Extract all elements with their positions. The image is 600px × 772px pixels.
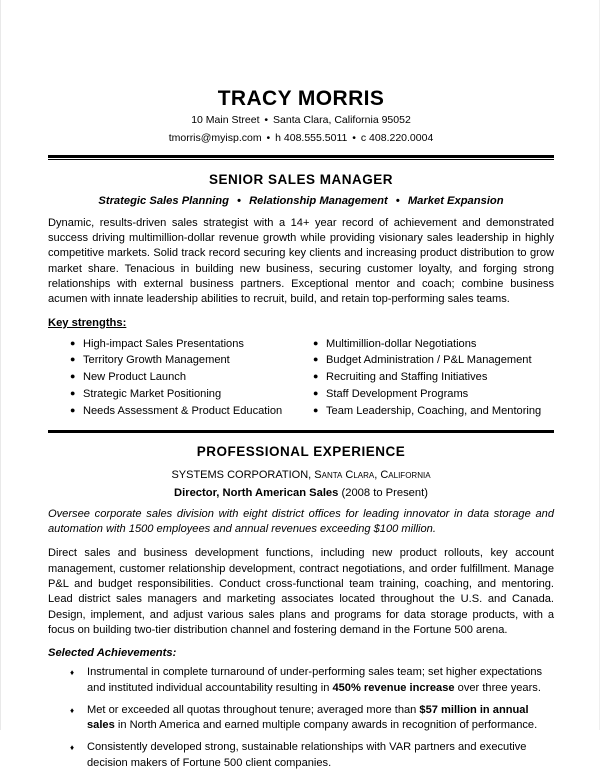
divider-thick-bar xyxy=(48,155,554,158)
home-phone: h 408.555.5011 xyxy=(275,131,348,144)
job-overview: Oversee corporate sales division with eight district offices for leading innovator in data storage and automation with 1500 employees and annual revenues exceeding $100 million. xyxy=(48,507,554,536)
resume-content xyxy=(48,0,554,772)
key-strengths-right-column xyxy=(301,336,554,420)
list-item xyxy=(70,403,301,420)
bullet-icon: ● xyxy=(70,354,76,365)
list-item xyxy=(313,369,554,386)
key-strengths-left-column xyxy=(48,336,301,420)
list-item xyxy=(70,369,301,386)
list-item xyxy=(70,386,301,403)
achievement-text-before: Consistently developed strong, sustainable relationships with VAR partners and executive decision makers of Fortune 500 client companies. xyxy=(87,741,527,769)
achievement-item xyxy=(48,703,554,735)
list-item-label: High-impact Sales Presentations xyxy=(83,337,244,350)
achievement-item xyxy=(48,740,554,772)
list-item xyxy=(313,386,554,403)
list-item-label: Territory Growth Management xyxy=(83,354,230,367)
key-strengths-label: Key strengths: xyxy=(48,316,127,329)
achievement-text-after: over three years. xyxy=(454,681,541,694)
cell-phone: c 408.220.0004 xyxy=(360,131,434,144)
list-item-label: Multimillion-dollar Negotiations xyxy=(326,337,477,350)
experience-section-title: PROFESSIONAL EXPERIENCE xyxy=(196,443,406,459)
objective-title: SENIOR SALES MANAGER xyxy=(208,171,394,187)
separator-dot: • xyxy=(237,194,241,207)
separator-dot: • xyxy=(352,131,356,144)
bullet-icon: ● xyxy=(70,388,76,399)
job-title: Director, North American Sales xyxy=(174,486,339,499)
bullet-icon: ● xyxy=(313,337,319,348)
key-strengths-columns xyxy=(48,336,554,420)
address: 10 Main Street xyxy=(191,114,260,127)
bullet-icon: ● xyxy=(313,404,319,415)
header-divider xyxy=(48,155,554,161)
achievement-text xyxy=(87,703,554,735)
objective-tagline xyxy=(48,195,554,207)
achievement-highlight: $57 million in annual sales xyxy=(87,703,529,732)
list-item xyxy=(313,352,554,369)
list-item-label: New Product Launch xyxy=(83,371,186,384)
experience-divider xyxy=(48,430,554,433)
list-item xyxy=(313,336,554,353)
bullet-icon: ● xyxy=(313,354,319,365)
contact-address-line xyxy=(48,114,554,128)
achievement-item xyxy=(48,665,554,697)
company-name: SYSTEMS CORPORATION, Santa Clara, California xyxy=(171,468,431,481)
bullet-icon: ● xyxy=(70,337,76,348)
tagline-item-1: Strategic Sales Planning xyxy=(98,194,229,207)
list-item xyxy=(313,403,554,420)
job-title-line xyxy=(48,487,554,499)
achievements-label: Selected Achievements: xyxy=(48,647,177,660)
separator-dot: • xyxy=(266,131,271,144)
diamond-bullet-icon: ♦ xyxy=(70,743,75,753)
tagline-item-3: Market Expansion xyxy=(407,194,504,207)
achievement-text-after: in North America and earned multiple company awards in recognition of performance. xyxy=(114,719,538,732)
achievement-highlight: 450% revenue increase xyxy=(332,681,455,694)
achievement-text xyxy=(87,665,554,697)
list-item-label: Needs Assessment & Product Education xyxy=(83,404,283,417)
tagline-item-2: Relationship Management xyxy=(249,194,388,207)
divider-thin-bar xyxy=(48,159,554,160)
contact-phone-line xyxy=(48,132,554,146)
achievement-text-before: Instrumental in complete turnaround of under-performing sales team; set higher expectations and instituted individual accountability resulting in xyxy=(87,666,543,694)
page-title: TRACY MORRIS xyxy=(217,87,385,110)
job-dates: (2008 to Present) xyxy=(341,486,428,499)
diamond-bullet-icon: ♦ xyxy=(70,705,75,715)
achievement-text-before: Met or exceeded all quotas throughout tenure; averaged more than xyxy=(87,703,420,716)
summary-paragraph: Dynamic, results-driven sales strategist with a 14+ year record of achievement and demonstrated success driving multimillion-dollar revenue growth while providing visionary sales leadership in highly competitive markets. Solid track record securing key clients and increasing product distribution to grow market share. Tenacious in building new business, securing customer loyalty, and forging strong relationships with external business partners. Exceptional mentor and coach; combine business acumen with innate leadership abilities to recruit, build, and retain top-performing sales teams. xyxy=(48,216,554,306)
separator-dot: • xyxy=(395,194,400,207)
list-item-label: Budget Administration / P&L Management xyxy=(326,354,532,367)
diamond-bullet-icon: ♦ xyxy=(70,668,75,678)
bullet-icon: ● xyxy=(70,371,76,382)
achievement-text xyxy=(87,740,554,772)
achievements-list xyxy=(48,665,554,772)
list-item xyxy=(70,352,301,369)
list-item-label: Strategic Market Positioning xyxy=(83,388,222,401)
bullet-icon: ● xyxy=(313,371,319,382)
list-item-label: Staff Development Programs xyxy=(326,388,469,401)
job-description: Direct sales and business development functions, including new product rollouts, key account management, customer relationship development, contract negotiations, and order fulfillment. Manage P&L and budget responsibilities. Conduct cross-functional team training, coaching, and mentoring. Lead district sales managers and marketing associates located throughout the U.S. and Canada. Design, implement, and adjust various sales plans and programs for data storage products, with a focus on building two-tier distribution channel and fostering demand in the Fortune 500 arena. xyxy=(48,547,554,636)
list-item xyxy=(70,336,301,353)
list-item-label: Team Leadership, Coaching, and Mentoring xyxy=(326,404,542,417)
list-item-label: Recruiting and Staffing Initiatives xyxy=(326,371,488,384)
email-address: tmorris@myisp.com xyxy=(168,131,262,144)
city-state-zip: Santa Clara, California 95052 xyxy=(273,114,411,127)
separator-dot: • xyxy=(264,114,269,127)
bullet-icon: ● xyxy=(70,404,76,415)
bullet-icon: ● xyxy=(313,388,319,399)
